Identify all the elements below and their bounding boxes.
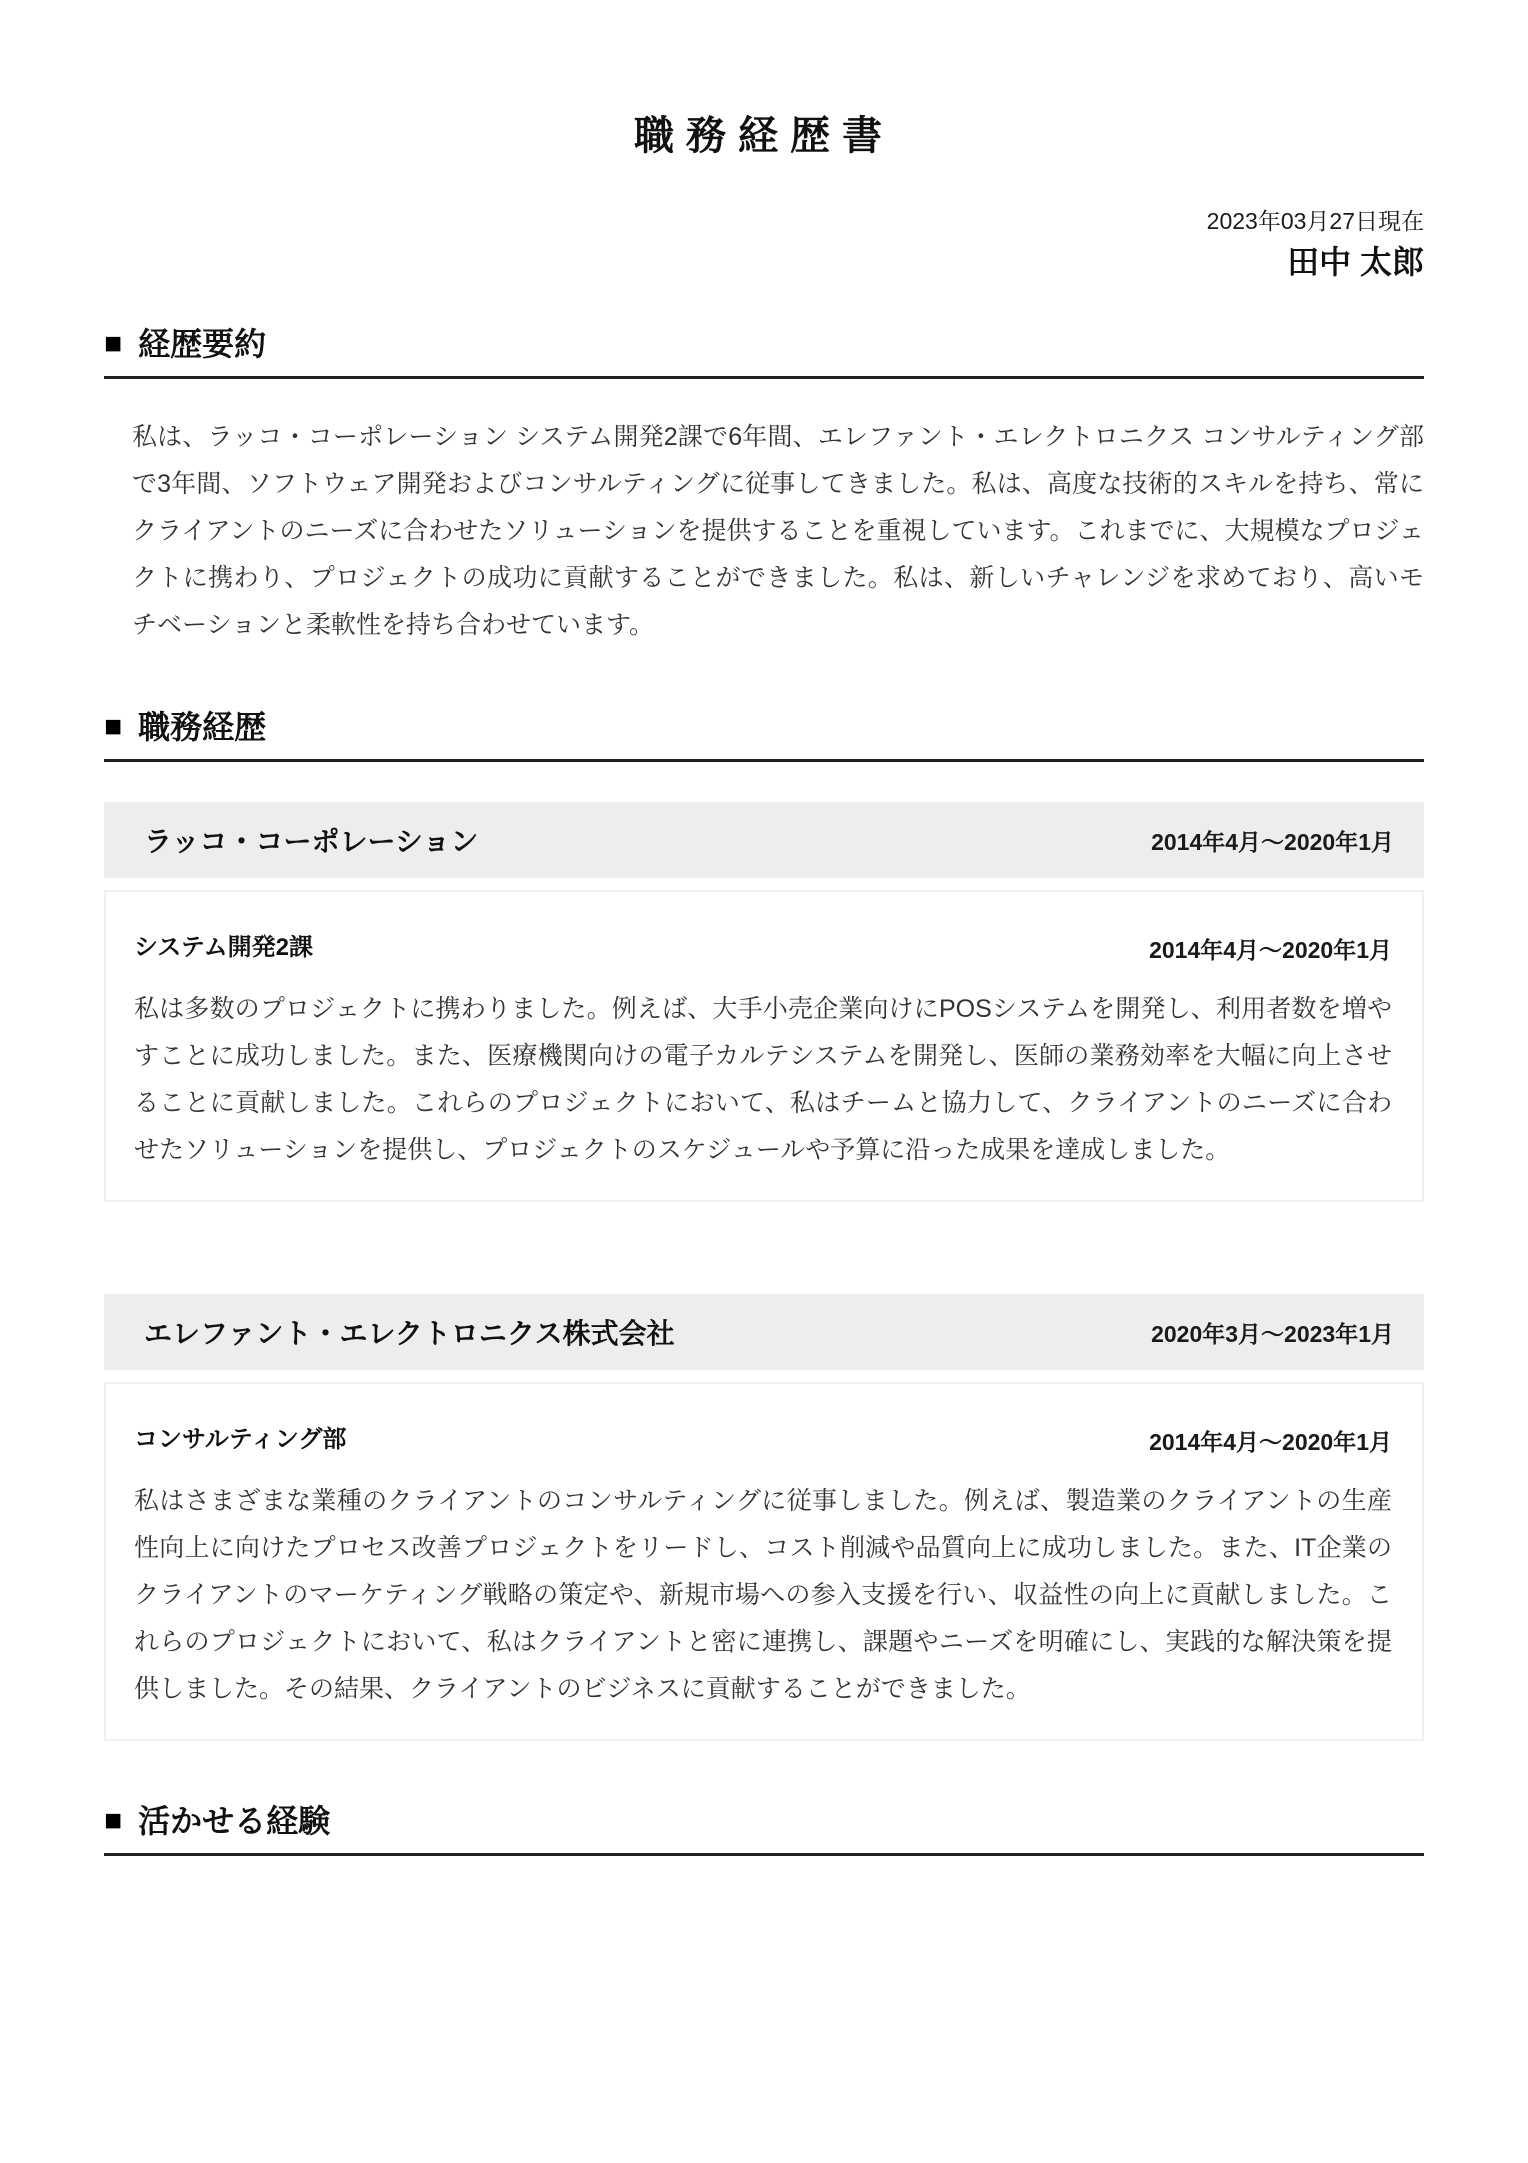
section-marker-icon: ■	[104, 710, 123, 743]
company-period: 2014年4月～2020年1月	[1151, 828, 1394, 855]
company-period: 2020年3月～2023年1月	[1151, 1320, 1394, 1347]
department-name: コンサルティング部	[134, 1426, 347, 1453]
document-title: 職務経歴書	[634, 114, 894, 158]
company-header-2	[104, 1294, 1424, 1370]
summary-paragraph: 私は、ラッコ・コーポレーション システム開発2課で6年間、エレファント・エレクトロニクス コンサルティング部で3年間、ソフトウェア開発およびコンサルティングに従事してきました。私は、高度な技術的スキルを持ち、常にクライアントのニーズに合わせたソリューションを提供することを重視しています。これまでに、大規模なプロジェクトに携わり、プロジェクトの成功に貢献することができました。私は、新しいチャレンジを求めており、高いモチベーションと柔軟性を持ち合わせています。	[132, 423, 1425, 639]
section-heading-skills	[104, 1799, 1424, 1856]
applicant-name: 田中 太郎	[1287, 244, 1424, 280]
section-heading-summary	[104, 322, 1424, 379]
company-header-1	[104, 802, 1424, 878]
department-card-1	[104, 890, 1424, 1202]
department-header	[134, 930, 1392, 966]
section-heading-work-history-label: 職務経歴	[138, 709, 267, 745]
department-description: 私はさまざまな業種のクライアントのコンサルティングに従事しました。例えば、製造業のクライアントの生産性向上に向けたプロセス改善プロジェクトをリードし、コスト削減や品質向上に成功しました。また、IT企業のクライアントのマーケティング戦略の策定や、新規市場への参入支援を行い、収益性の向上に貢献しました。これらのプロジェクトにおいて、私はクライアントと密に連携し、課題やニーズを明確にし、実践的な解決策を提供しました。その結果、クライアントのビジネスに貢献することができました。	[134, 1487, 1392, 1703]
company-name: エレファント・エレクトロニクス株式会社	[144, 1318, 675, 1349]
department-card-2	[104, 1382, 1424, 1741]
section-heading-summary-label: 経歴要約	[138, 326, 267, 362]
section-marker-icon: ■	[104, 1804, 123, 1837]
document-meta	[104, 204, 1424, 286]
section-marker-icon: ■	[104, 327, 123, 360]
section-heading-work-history	[104, 705, 1424, 762]
company-name: ラッコ・コーポレーション	[144, 826, 479, 857]
department-period: 2014年4月～2020年1月	[1149, 1428, 1392, 1455]
department-period: 2014年4月～2020年1月	[1149, 936, 1392, 963]
department-name: システム開発2課	[134, 934, 313, 961]
department-header	[134, 1422, 1392, 1458]
current-date: 2023年03月27日現在	[1206, 208, 1424, 234]
section-heading-skills-label: 活かせる経験	[138, 1803, 331, 1839]
department-description: 私は多数のプロジェクトに携わりました。例えば、大手小売企業向けにPOSシステムを開発し、利用者数を増やすことに成功しました。また、医療機関向けの電子カルテシステムを開発し、医師の業務効率を大幅に向上させることに貢献しました。これらのプロジェクトにおいて、私はチームと協力して、クライアントのニーズに合わせたソリューションを提供し、プロジェクトのスケジュールや予算に沿った成果を達成しました。	[134, 995, 1392, 1164]
